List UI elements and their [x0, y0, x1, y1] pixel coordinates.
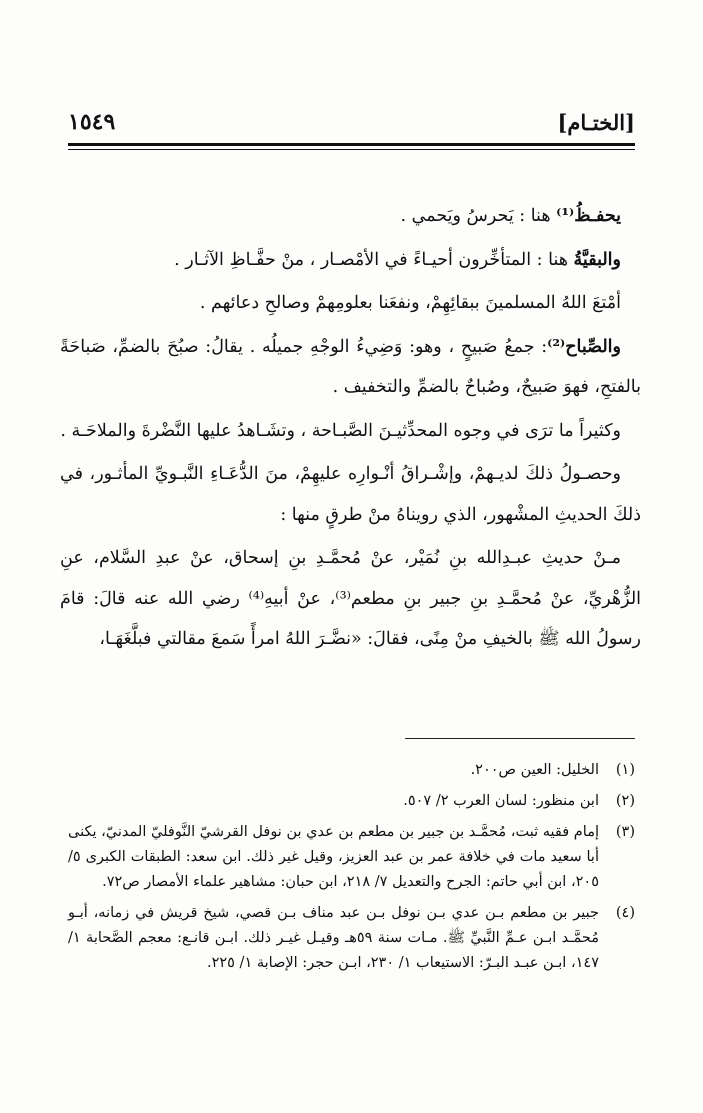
page-number: ١٥٤٩ [68, 109, 116, 135]
header-rule-thick [68, 143, 635, 146]
paragraph [60, 283, 641, 324]
paragraph-text: : جمعُ صَبيحٍ ، وهو: وَضِيءُ الوجْهِ جميلُه . يقالُ: صبُحَ بالضمِّ، صَباحَةً بالفتحِ، فهوَ صَبيحٌ، وصُباحٌ بالضمِّ والتخفيف . [60, 336, 641, 397]
paragraph-text: هنا : يَحرسُ ويَحمي . [400, 206, 557, 226]
footnote [68, 901, 635, 976]
paragraph [60, 411, 641, 452]
paragraph [60, 538, 641, 660]
paragraph-term: والبقيَّةُ [573, 249, 621, 270]
footnote-text: إمام فقيه ثبت، مُحمَّـد بن جبير بن مطعم بن عدي بن نوفل القرشيّ النَّوفليّ المدنيّ، يكنى أبا سعيد مات في خلافة عمر بن عبد العزيز، وقيل غير ذلك. ابن سعد: الطبقات الكبرى ٥/ ٢٠٥، ابن أبي حاتم: الجرح والتعديل ٧/ ٢١٨، ابن حبان: مشاهير علماء الأمصار ص٧٢. [68, 824, 599, 890]
paragraph [60, 454, 641, 535]
chapter-title: [الختـام] [557, 109, 635, 135]
footnote-number: (٢) [615, 793, 635, 809]
paragraph-text: هنا : المتأخِّرون أحيـاءً في الأمْصـار ، منْ حفَّـاظِ الآثـار . [174, 249, 574, 270]
paragraph [60, 327, 641, 408]
footnote-separator [405, 738, 635, 739]
footnote [68, 789, 635, 814]
main-text [60, 196, 641, 663]
footnote-number: (١) [615, 762, 635, 778]
page-header [68, 104, 635, 140]
paragraph-text: وكثيراً ما ترَى في وجوه المحدِّثيـنَ الصَّبـاحة ، وتشَـاهدُ عليها النَّضْرةَ والملاحَـة . [60, 420, 621, 441]
paragraph-term: والصِّباح⁽²⁾ [547, 336, 621, 357]
footnote [68, 758, 635, 783]
paragraph-text: وحصـولُ ذلكَ لديـهمْ، وإشْـراقُ أنْـوارِه عليهِمْ، منَ الدُّعَـاءِ النَّبـويِّ المأثـور، في ذلكَ الحديثِ المشْهور، الذي رويناهُ منْ طرقٍ منها : [60, 464, 641, 525]
paragraph-text: أمْتعَ اللهُ المسلمينَ ببقائِهِمْ، ونفعَنا بعلومِهمْ وصالحِ دعائهم . [199, 293, 621, 313]
footnote-text: الخليل: العين ص٢٠٠. [470, 762, 599, 778]
footnote-number: (٣) [615, 824, 635, 840]
footnote-number: (٤) [615, 905, 635, 921]
footnote [68, 820, 635, 895]
paragraph-term: يحفـظُ⁽¹⁾ [556, 206, 621, 226]
paragraph [60, 240, 641, 281]
paragraph [60, 196, 641, 237]
footnote-text: ابن منظور: لسان العرب ٢/ ٥٠٧. [403, 793, 599, 809]
footnote-text: جبير بن مطعم بـن عدي بـن نوفل بـن عبد مناف بـن قصي، شيخ قريش في زمانه، أبـو مُحمَّـد ابـن عـمِّ النَّبيِّ ﷺ. مـات سنة ٥٩هـ وقيـل غيـر ذلك. ابـن قانـع: معجم الصَّحابة ١/ ١٤٧، ابـن عبـد البـرّ: الاستيعاب ١/ ٢٣٠، ابـن حجر: الإصابة ١/ ٢٢٥. [68, 905, 599, 971]
header-rule-thin [68, 149, 635, 150]
footnotes [68, 758, 635, 982]
paragraph-text: مـنْ حديثِ عبـدِالله بنِ نُمَيْر، عنْ مُحمَّـدِ بنِ إسحاق، عنْ عبدِ السَّلام، عنِ الزُّهْريِّ، عنْ مُحمَّـدِ بنِ جبير بنِ مطعم⁽³⁾، عنْ أبيهِ⁽⁴⁾ رضي الله عنه قالَ: قامَ رسولُ الله ﷺ بالخيفِ منْ مِنًى، فقالَ: «نضَّـرَ اللهُ امرأً سَمعَ مقالتي فبلَّغَهَـا، [60, 548, 642, 649]
